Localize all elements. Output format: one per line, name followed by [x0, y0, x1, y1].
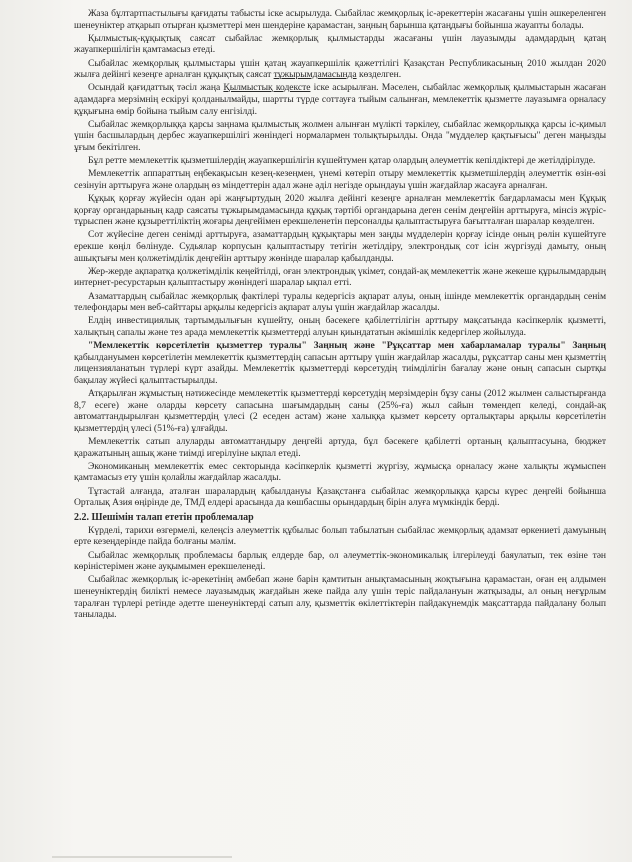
paragraph	[74, 461, 606, 484]
text-run: Бұл ретте мемлекеттік қызметшілердің жауапкершілігін күшейтумен қатар олардың әлеуметтік кепілдіктері де жетілдірілуде.	[88, 155, 596, 167]
paragraph	[74, 193, 606, 228]
paragraph	[74, 119, 606, 154]
paragraph	[74, 168, 606, 191]
text-run: іске асырылған. Мәселен, сыбайлас жемқорлық қылмыстарын жасаған адамдарға мерзімнің ескіруі қолданылмайды, шартты түрде соттауға тыйым салынған, мемлекеттік қызметте лауазымға орналасу құқығына өмір бойына тыйым салу енгізілді.	[74, 82, 607, 117]
paragraph	[74, 229, 606, 264]
paragraph	[74, 550, 606, 573]
text-run: Елдің инвестициялық тартымдылығын күшейту, оның бәсекеге қабілеттілігін арттыру мақсатында кәсіпкерлік қызметті, халықтың сапалы және тез арада мемлекеттік қызметтерді алуын қиындататын әкімшілік кедергілер жойылуда.	[74, 315, 606, 338]
text-run: Тұтастай алғанда, аталған шаралардың қабылдануы Қазақстанға сыбайлас жемқорлыққа қарсы күрес деңгейі бойынша Орталық Азия өңірінде де, ТМД елдері арасында да көшбасшы орындардың бірін алуға мүмкіндік берді.	[74, 485, 606, 509]
text-run: Мемлекеттік сатып алуларды автоматтандыру деңгейі артуда, бұл бәсекеге қабілетті ортаның қалыптасуына, бюджет қаражатының ашық және тиімді игерілуіне ықпал етеді.	[74, 436, 606, 459]
text-run: Сот жүйесіне деген сенімді арттыруға, азаматтардың құқықтары мен заңды мүдделерін қорғау ісінде оның рөлін күшейтуге ерекше көңіл бөлінуде. Судьялар корпусын қалыптастыру тетігін жетілдіру, электрондық сот ісін жүргізуді дамыту, оның ашықтығы мен қолжетімділік деңгейін арттыру жөнінде шаралар қабылданды.	[74, 229, 606, 264]
text-run: Сыбайлас жемқорлыққа қарсы заңнама қылмыстық жолмен алынған мүлікті тәркілеу, сыбайлас жемқорлыққа қарсы іс-қимыл үшін басшылардың дербес жауапкершілігі жөніндегі нормалармен толықтырылды. Онда "мүдделер қақтығысы" деген маңызды ұғым бекітілген.	[74, 118, 606, 153]
text-run: Қылмыстық кодексте	[223, 82, 311, 94]
text-run: тұжырымдамасында	[273, 69, 357, 81]
text-run: Сыбайлас жемқорлық іс-әрекетінің әмбебап және барін қамтитын анықтамасының жоқтығына қарамастан, оған ең алдымен шенеуніктердің билікті немесе лауазымдық жағдайын жеке пайда алу үшін теріс пайдалануын жатқызады, ал оның неғұрлым таралған түрлері ретінде әдетте шенеуніктерді сатып алу, қызметтік өкілеттіктерін пайдакүнемдік мақсаттарда пайдалану болып танылады.	[74, 574, 606, 621]
text-run: Құқық қорғау жүйесін одан әрі жаңғыртудың 2020 жылға дейінгі кезеңге арналған мемлекеттік бағдарламасы мен Құқық қорғау органдарының кадр саясаты тұжырымдамасында құқық тәртібі органдарына деген сенім деңгейін арттыруға, мінсіз жүріс-тұрыспен және құзыреттіліктің жоғары деңгейімен ерекшеленетін персоналды қалыптастыруға бағытталған шаралар көзделген.	[74, 193, 606, 228]
paragraphs-before	[74, 8, 606, 509]
text-run: Мемлекеттік аппараттың еңбекақысын кезең-кезеңмен, үнемі көтеріп отыру мемлекеттік қызметшілердің әлеуметтік өзін-өзі сезінуін арттыруға және олардың өз міндеттерін адал және әділ негізде орындауы үшін жағдайлар жасауға арналған.	[74, 168, 606, 191]
paragraph	[74, 82, 606, 117]
text-run: көзделген.	[356, 69, 402, 81]
paragraph	[74, 340, 606, 386]
paragraph	[74, 33, 606, 56]
paragraph	[74, 436, 606, 459]
paragraph	[74, 8, 606, 31]
paragraph	[74, 155, 606, 167]
paragraph	[74, 388, 606, 434]
section-heading: 2.2. Шешімін талап ететін проблемалар	[74, 511, 254, 523]
text-run: "Мемлекеттік көрсетілетін қызметтер туралы" Заңның және "Рұқсаттар мен хабарламалар туралы" Заңның	[88, 340, 606, 352]
paragraph	[74, 486, 606, 509]
paragraph	[74, 58, 606, 81]
paragraph	[74, 291, 606, 314]
text-run: Атқарылған жұмыстың нәтижесінде мемлекеттік қызметтерді көрсетудің мерзімдерін бұзу саны (2012 жылмен салыстырғанда 8,7 есеге) және оларды көрсету сапасына шағымдардың саны (25%-ға) жыл сайын төмендеп келеді, сондай-ақ автоматтандырылған қызметтердің үлесі (2 еседен астам) және халыққа қызмет көрсету орталықтары арқылы көрсетілетін қызметтердің үлесі (51%-ға) ұлғайды.	[74, 388, 606, 434]
text-run: Осындай қағидаттық тәсіл жаңа	[88, 82, 224, 94]
text-run: Жер-жерде ақпаратқа қолжетімділік кеңейтілді, оған электрондық үкімет, сондай-ақ мемлекеттік және жекеше құрылымдардың интернет-ресурстарын қалыптастыру жөніндегі шаралар ықпал етті.	[74, 265, 606, 289]
paragraph	[74, 525, 606, 548]
text-run: Сыбайлас жемқорлық қылмыстары үшін қатаң жауапкершілік қажеттілігі Қазақстан Республикасының 2010 жылдан 2020 жылға дейінгі кезеңге арналған құқықтық саясат	[74, 57, 606, 81]
scan-artifact	[52, 856, 232, 858]
text-run: Экономиканың мемлекеттік емес секторында кәсіпкерлік қызметті жүргізу, жұмысқа орналасу және халықты жұмыспен қамтамасыз ету үшін қолайлы жағдайлар жасалды.	[74, 460, 606, 484]
paragraph	[74, 574, 606, 620]
paragraph	[74, 315, 606, 338]
paragraph	[74, 266, 606, 289]
text-run: Күрделі, тарихи өзгермелі, келеңсіз әлеуметтік құбылыс болып табылатын сыбайлас жемқорлық адамзат өркениеті дамуының ерте кезеңдерінде пайда болғаны мәлім.	[74, 524, 606, 548]
text-run: Сыбайлас жемқорлық проблемасы барлық елдерде бар, ол әлеуметтік-экономикалық ілгерілеуді баяулатып, тек өзіне тән көріністерімен және ауқымымен ерекшеленеді.	[74, 549, 606, 573]
paragraphs-after	[74, 525, 606, 621]
text-run: Қылмыстық-құқықтық саясат сыбайлас жемқорлық қылмыстарды жасағаны үшін лауазымды адамдардың қатаң жауапкершілігін қамтамасыз етеді.	[74, 32, 606, 56]
text-run: қабылдануымен көрсетілетін мемлекеттік қызметтердің сапасын арттыру үшін жағдайлар жасалды, рұқсаттар саны мен қызметтің лицензияланатын түрлері күрт азайды. Мемлекеттік қызметтерді көрсетудің тиімділігін бағалау және оның сапасын сыртқы бақылау жүйесі қалыптастырылды.	[74, 351, 606, 386]
text-run: Жаза бұлтартпастылығы қағидаты табысты іске асырылуда. Сыбайлас жемқорлық іс-әрекеттерін жасағаны үшін әшкереленген шенеуніктер атқарып отырған қызметтері мен шендеріне қарамастан, заңның барынша қатаңдығы бойынша жауапты болады.	[74, 8, 606, 31]
text-run: Азаматтардың сыбайлас жемқорлық фактілері туралы кедергісіз ақпарат алуы, оның ішінде мемлекеттік органдардың сенім телефондары мен веб-сайттары арқылы кедергісіз ақпарат алуы үшін жағдайлар жасалды.	[74, 290, 606, 314]
